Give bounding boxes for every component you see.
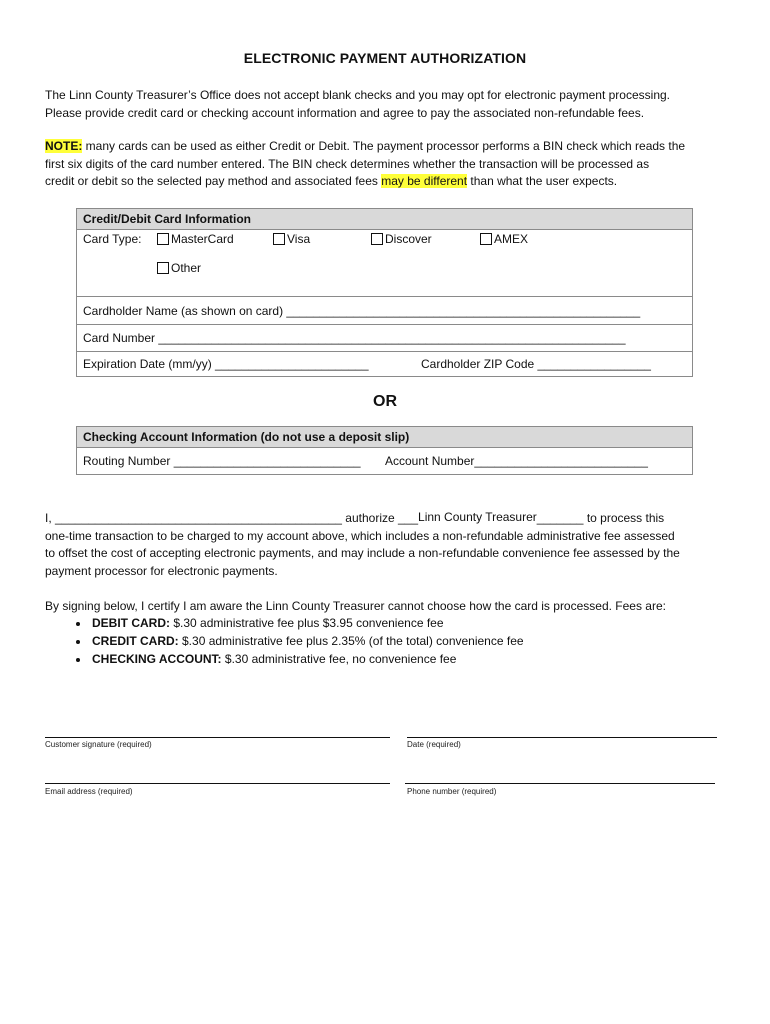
discover-label: Discover [385,232,432,246]
checking-fields-row [77,448,692,475]
discover-checkbox[interactable] [371,233,383,245]
fee-label: CHECKING ACCOUNT: [92,652,222,666]
card-info-box [76,208,693,377]
fee-text: $.30 administrative fee plus $3.95 convenience fee [170,616,444,630]
email-line[interactable] [45,783,390,784]
fee-text: $.30 administrative fee, no convenience fee [221,652,457,666]
option-other[interactable] [157,261,201,275]
intro-line-1: The Linn County Treasurer’s Office does not accept blank checks and you may opt for electronic payment processing. [45,88,671,102]
expiration-zip-row [77,351,692,377]
fee-item-debit [90,614,524,632]
or-divider: OR [373,393,397,410]
authorization-line-2: one-time transaction to be charged to my account above, which includes a non-refundable administrative fee assessed [45,528,675,543]
fee-item-checking [90,650,524,668]
intro-paragraph [45,87,725,122]
payee-text: Linn County Treasurer [418,510,537,524]
payee-name [418,511,537,525]
card-info-header: Credit/Debit Card Information [77,209,692,230]
card-type-label: Card Type: [83,232,142,246]
card-number-field[interactable]: Card Number ______________________________________________________________________ [77,324,692,351]
amex-label: AMEX [494,232,529,246]
routing-number-field[interactable]: Routing Number ____________________________ [83,454,361,468]
note-paragraph [45,138,725,191]
authorize-suffix: _______ to process this [536,511,665,525]
form-title: ELECTRONIC PAYMENT AUTHORIZATION [243,50,527,66]
note-text-2: first six digits of the card number entered. The BIN check determines whether the transaction will be processed as [45,156,650,171]
fee-list [66,614,524,668]
visa-label: Visa [287,232,311,246]
mastercard-checkbox[interactable] [157,233,169,245]
fee-label: DEBIT CARD: [92,616,170,630]
date-line[interactable] [407,737,717,738]
expiration-field[interactable]: Expiration Date (mm/yy) _______________________ [83,357,369,371]
fee-text: $.30 administrative fee plus 2.35% (of the total) convenience fee [178,634,524,648]
option-amex[interactable] [480,232,528,246]
mastercard-label: MasterCard [171,232,234,246]
authorization-line-4: payment processor for electronic payments. [45,563,278,578]
intro-line-2: Please provide credit card or checking account information and agree to pay the associated non-refundable fees. [45,105,645,120]
account-number-field[interactable]: Account Number__________________________ [385,454,648,468]
certify-text: By signing below, I certify I am aware the Linn County Treasurer cannot choose how the card is processed. Fees are: [45,599,666,613]
other-checkbox[interactable] [157,262,169,274]
cardholder-name-field[interactable]: Cardholder Name (as shown on card) _____________________________________________________ [77,296,692,324]
card-type-row [77,230,692,296]
note-highlight: may be different [381,174,468,188]
authorization-line-3: to offset the cost of accepting electronic payments, and may include a non-refundable convenience fee assessed by the [45,546,680,560]
date-label: Date (required) [407,740,461,749]
option-discover[interactable] [371,232,432,246]
amex-checkbox[interactable] [480,233,492,245]
phone-line[interactable] [405,783,715,784]
other-label: Other [171,261,202,275]
zip-field[interactable]: Cardholder ZIP Code _________________ [421,357,651,371]
note-text-1: many cards can be used as either Credit or Debit. The payment processor performs a BIN check which reads the [82,139,686,153]
phone-label: Phone number (required) [407,787,497,796]
option-mastercard[interactable] [157,232,234,246]
email-label: Email address (required) [45,787,133,796]
authorization-paragraph [45,510,735,580]
option-visa[interactable] [273,232,310,246]
checking-info-box [76,426,693,475]
customer-signature-line[interactable] [45,737,390,738]
note-text-3b: than what the user expects. [467,174,618,188]
fee-label: CREDIT CARD: [92,634,179,648]
checking-info-header: Checking Account Information (do not use a deposit slip) [77,427,692,448]
authorize-prefix[interactable]: I, ___________________________________________ authorize ___ [45,511,419,525]
fee-item-credit [90,632,524,650]
note-text-3a: credit or debit so the selected pay method and associated fees [45,174,382,188]
visa-checkbox[interactable] [273,233,285,245]
note-label: NOTE: [45,139,83,153]
customer-signature-label: Customer signature (required) [45,740,152,749]
